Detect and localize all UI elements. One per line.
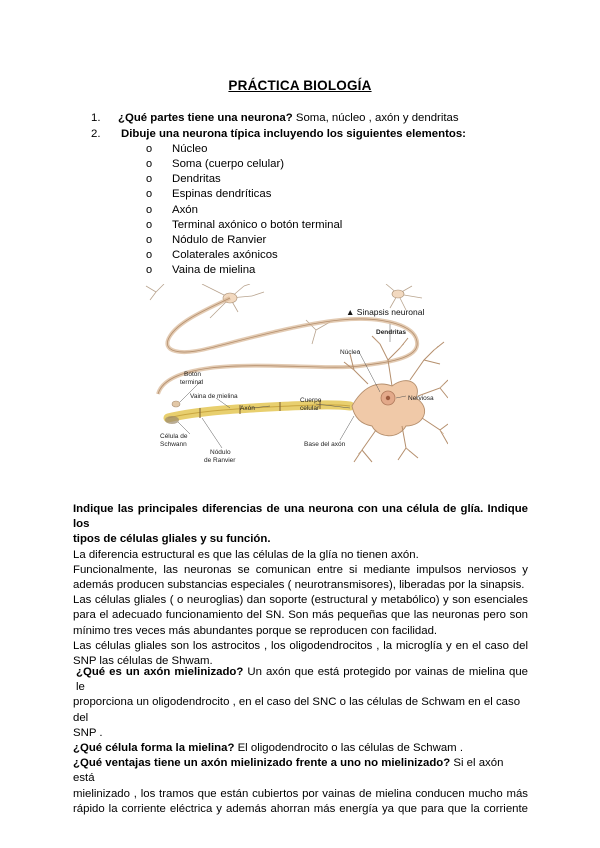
label-ranvier: de Ranvier bbox=[204, 457, 236, 464]
bullet-icon: o bbox=[146, 188, 153, 200]
paragraph-line bbox=[73, 741, 528, 756]
list-item bbox=[146, 248, 278, 263]
paragraph-line bbox=[73, 665, 528, 695]
paragraph-line bbox=[73, 756, 528, 786]
question-bold: Dibuje una neurona típica incluyendo los siguientes elementos: bbox=[121, 128, 466, 140]
bullet-icon: o bbox=[146, 264, 153, 276]
list-item bbox=[146, 157, 284, 172]
bullet-icon: o bbox=[146, 158, 153, 170]
section-myelin bbox=[73, 665, 528, 817]
bullet-icon: o bbox=[146, 143, 153, 155]
answer-text: Un axón que está protegido por vainas de mielina que le bbox=[76, 666, 528, 694]
bullet-icon: o bbox=[146, 204, 153, 216]
list-item-text: Colaterales axónicos bbox=[172, 249, 278, 261]
label-terminal: terminal bbox=[180, 379, 204, 386]
label-vaina: Vaina de mielina bbox=[190, 393, 238, 400]
list-item bbox=[146, 233, 266, 248]
question-answer: Soma, núcleo , axón y dendritas bbox=[292, 112, 459, 124]
heading-line: Indique las principales diferencias de una neurona con una célula de glía. Indique los bbox=[73, 503, 528, 531]
list-item bbox=[146, 203, 198, 218]
list-item-text: Nódulo de Ranvier bbox=[172, 234, 267, 246]
section-heading bbox=[73, 502, 528, 532]
question-number: 2. bbox=[91, 128, 101, 140]
label-cuerpo: Cuerpo bbox=[300, 397, 322, 404]
list-item bbox=[146, 172, 221, 187]
question-bold: ¿Qué ventajas tiene un axón mielinizado frente a uno no mielinizado? bbox=[73, 757, 451, 770]
list-item-text: Espinas dendríticas bbox=[172, 188, 272, 200]
question-bold: ¿Qué partes tiene una neurona? bbox=[118, 112, 293, 124]
label-boton: Botón bbox=[184, 371, 201, 378]
section-glia bbox=[73, 502, 528, 669]
list-item-text: Axón bbox=[172, 204, 198, 216]
answer-text: El oligodendrocito o las células de Schwam . bbox=[234, 742, 463, 755]
list-item-text: Dendritas bbox=[172, 173, 221, 185]
paragraph-line: SNP las células de Shwam. bbox=[73, 655, 213, 668]
list-item bbox=[146, 263, 255, 278]
paragraph-line: mielinizado , los tramos que están cubiertos por vainas de mielina conducen mucho más bbox=[73, 787, 528, 800]
label-celula: Célula de bbox=[160, 433, 188, 440]
label-nucleo: Núcleo bbox=[340, 349, 361, 356]
question-bold: ¿Qué es un axón mielinizado? bbox=[76, 666, 244, 678]
page-title: PRÁCTICA BIOLOGÍA bbox=[228, 78, 372, 93]
paragraph-line: Funcionalmente, las neuronas se comunican entre si mediante impulsos nerviosos y bbox=[73, 563, 528, 576]
label-nodulo: Nódulo bbox=[210, 449, 231, 456]
neuron-illustration bbox=[140, 284, 448, 466]
heading-line: tipos de células gliales y su función. bbox=[73, 533, 271, 546]
question-1 bbox=[91, 111, 459, 126]
paragraph-line: SNP . bbox=[73, 726, 103, 739]
paragraph-line: La diferencia estructural es que las células de la glía no tienen axón. bbox=[73, 548, 419, 561]
question-bold: ¿Qué célula forma la mielina? bbox=[73, 742, 235, 755]
label-celular: celular bbox=[300, 405, 320, 412]
paragraph-line: además producen substancias especiales ( neurotransmisores), liberadas por la sinapsis. bbox=[73, 579, 525, 592]
bullet-icon: o bbox=[146, 234, 153, 246]
answer-text: Si el axón está bbox=[73, 757, 504, 785]
label-axon: Axón bbox=[240, 405, 255, 412]
label-base: Base del axón bbox=[304, 441, 346, 448]
paragraph-line: mínimo tres veces más abundantes porque se reproducen con facilidad. bbox=[73, 624, 438, 637]
section-heading bbox=[73, 532, 528, 547]
question-number: 1. bbox=[91, 112, 101, 124]
label-sinapsis: Sinapsis neuronal bbox=[356, 307, 425, 317]
label-dendritas: Dendritas bbox=[376, 329, 406, 336]
list-item bbox=[146, 142, 207, 157]
list-item bbox=[146, 187, 271, 202]
label-schwann: Schwann bbox=[160, 441, 187, 448]
list-item-text: Núcleo bbox=[172, 143, 208, 155]
list-item-text: Soma (cuerpo celular) bbox=[172, 158, 285, 170]
paragraph-line: Las células gliales ( o neuroglias) dan soporte (estructural y metabólico) y son esenciales bbox=[73, 594, 528, 607]
question-2 bbox=[91, 127, 466, 142]
bullet-icon: o bbox=[146, 249, 153, 261]
bullet-icon: o bbox=[146, 219, 153, 231]
list-item-text: Terminal axónico o botón terminal bbox=[172, 219, 343, 231]
paragraph-line: Las células gliales son los astrocitos , los oligodendrocitos , la microglía y en el caso del bbox=[73, 639, 528, 652]
svg-text:▲ Sinapsis neuronal: ▲ Sinapsis neuronal bbox=[346, 307, 425, 317]
label-nerviosa: Nerviosa bbox=[408, 395, 434, 402]
list-item bbox=[146, 218, 342, 233]
bullet-icon: o bbox=[146, 173, 153, 185]
paragraph-line: para el adecuado funcionamiento del SN. Son más pequeñas que las neuronas pero son bbox=[73, 609, 528, 622]
paragraph-line: proporciona un oligodendrocito , en el caso del SNC o las células de Schwam en el caso del bbox=[73, 696, 521, 724]
paragraph-line: rápido la corriente eléctrica y además ahorran más energía ya que para que la corriente bbox=[73, 802, 528, 815]
list-item-text: Vaina de mielina bbox=[172, 264, 256, 276]
